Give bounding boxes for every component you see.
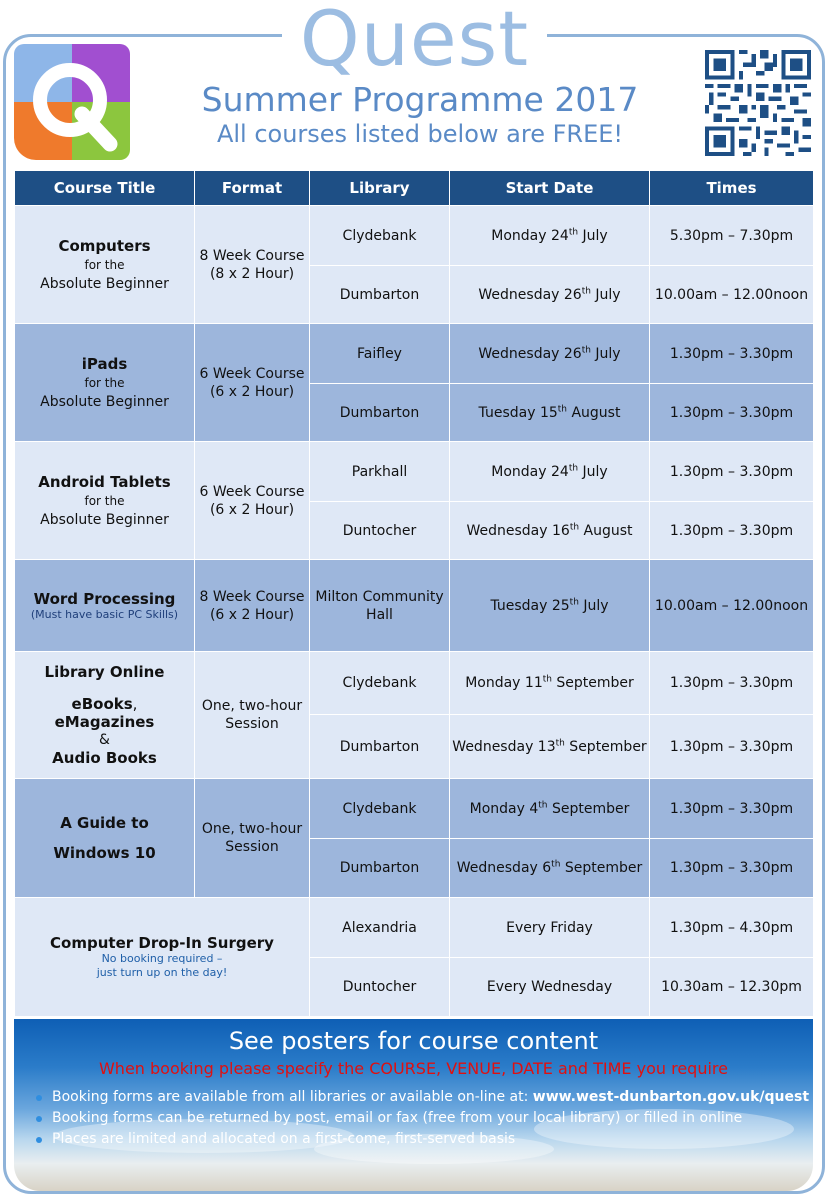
course-title-cell: Library Online eBooks, eMagazines & Audio Books [15,652,195,779]
format-cell: 8 Week Course (6 x 2 Hour) [195,560,310,652]
table-header-row [15,171,814,206]
course-group-windows-10 [15,779,814,898]
start-date-cell: Tuesday 15th August [450,384,650,442]
format-cell: 8 Week Course (8 x 2 Hour) [195,206,310,324]
course-title-cell: Android Tablets for the Absolute Beginner [15,442,195,560]
course-group-ipads [15,324,814,442]
qr-code-icon [705,50,811,156]
start-date-cell: Monday 11th September [450,652,650,715]
column-header: Course Title [15,171,195,206]
library-cell: Faifley [310,324,450,384]
start-date-cell: Wednesday 6th September [450,839,650,898]
library-cell: Milton Community Hall [310,560,450,652]
start-date-cell: Wednesday 13th September [450,715,650,779]
course-group-word-processing [15,560,814,652]
column-header: Start Date [450,171,650,206]
footer-banner [14,1019,813,1191]
table-row [15,779,814,839]
table-row [15,442,814,502]
quest-website-link[interactable]: www.west-dunbarton.gov.uk/quest [532,1089,810,1105]
start-date-cell: Wednesday 16th August [450,502,650,560]
library-cell: Dumbarton [310,839,450,898]
start-date-cell: Every Friday [450,898,650,958]
course-group-android-tablets [15,442,814,560]
course-group-computers [15,206,814,324]
column-header: Times [650,171,814,206]
library-cell: Clydebank [310,652,450,715]
library-cell: Clydebank [310,206,450,266]
times-cell: 1.30pm – 3.30pm [650,502,814,560]
library-cell: Dumbarton [310,715,450,779]
column-header: Format [195,171,310,206]
table-row [15,898,814,958]
start-date-cell: Monday 24th July [450,442,650,502]
start-date-cell: Tuesday 25th July [450,560,650,652]
library-cell: Duntocher [310,502,450,560]
course-title-cell: Computer Drop-In Surgery No booking required – just turn up on the day! [15,898,310,1017]
library-cell: Dumbarton [310,266,450,324]
brand-title: Quest [0,0,829,84]
start-date-cell: Monday 4th September [450,779,650,839]
library-cell: Dumbarton [310,384,450,442]
times-cell: 1.30pm – 3.30pm [650,324,814,384]
course-title-cell: Word Processing (Must have basic PC Skills) [15,560,195,652]
list-item: Booking forms can be returned by post, email or fax (free from your local library) or filled in online [36,1108,809,1129]
programme-title: Summer Programme 2017 [201,80,639,119]
course-group-drop-in-surgery [15,898,814,1017]
posters-headline: See posters for course content [228,1027,599,1055]
times-cell: 1.30pm – 3.30pm [650,839,814,898]
list-item: Places are limited and allocated on a first-come, first-served basis [36,1129,809,1150]
table-row [15,560,814,652]
table-row [15,652,814,715]
format-cell: 6 Week Course (6 x 2 Hour) [195,324,310,442]
times-cell: 5.30pm – 7.30pm [650,206,814,266]
times-cell: 1.30pm – 3.30pm [650,779,814,839]
times-cell: 1.30pm – 3.30pm [650,715,814,779]
course-title-cell: A Guide to Windows 10 [15,779,195,898]
library-cell: Alexandria [310,898,450,958]
times-cell: 1.30pm – 3.30pm [650,652,814,715]
format-cell: One, two-hour Session [195,652,310,779]
start-date-cell: Monday 24th July [450,206,650,266]
times-cell: 1.30pm – 4.30pm [650,898,814,958]
times-cell: 1.30pm – 3.30pm [650,384,814,442]
column-header: Library [310,171,450,206]
list-item: Booking forms are available from all libraries or available on-line at: www.west-dunbarton.gov.uk/quest [36,1087,809,1108]
booking-warning: When booking please specify the COURSE, VENUE, DATE and TIME you require [98,1059,728,1078]
table-row [15,206,814,266]
start-date-cell: Wednesday 26th July [450,266,650,324]
table-row [15,324,814,384]
quest-logo-icon [14,44,130,160]
course-title-cell: Computers for the Absolute Beginner [15,206,195,324]
start-date-cell: Wednesday 26th July [450,324,650,384]
times-cell: 1.30pm – 3.30pm [650,442,814,502]
times-cell: 10.30am – 12.30pm [650,958,814,1017]
format-cell: 6 Week Course (6 x 2 Hour) [195,442,310,560]
course-schedule-table [14,170,814,1017]
start-date-cell: Every Wednesday [450,958,650,1017]
library-cell: Clydebank [310,779,450,839]
course-group-library-online [15,652,814,779]
library-cell: Duntocher [310,958,450,1017]
free-courses-line: All courses listed below are FREE! [216,120,624,148]
times-cell: 10.00am – 12.00noon [650,266,814,324]
library-cell: Parkhall [310,442,450,502]
booking-info-list [36,1087,809,1150]
times-cell: 10.00am – 12.00noon [650,560,814,652]
course-title-cell: iPads for the Absolute Beginner [15,324,195,442]
format-cell: One, two-hour Session [195,779,310,898]
